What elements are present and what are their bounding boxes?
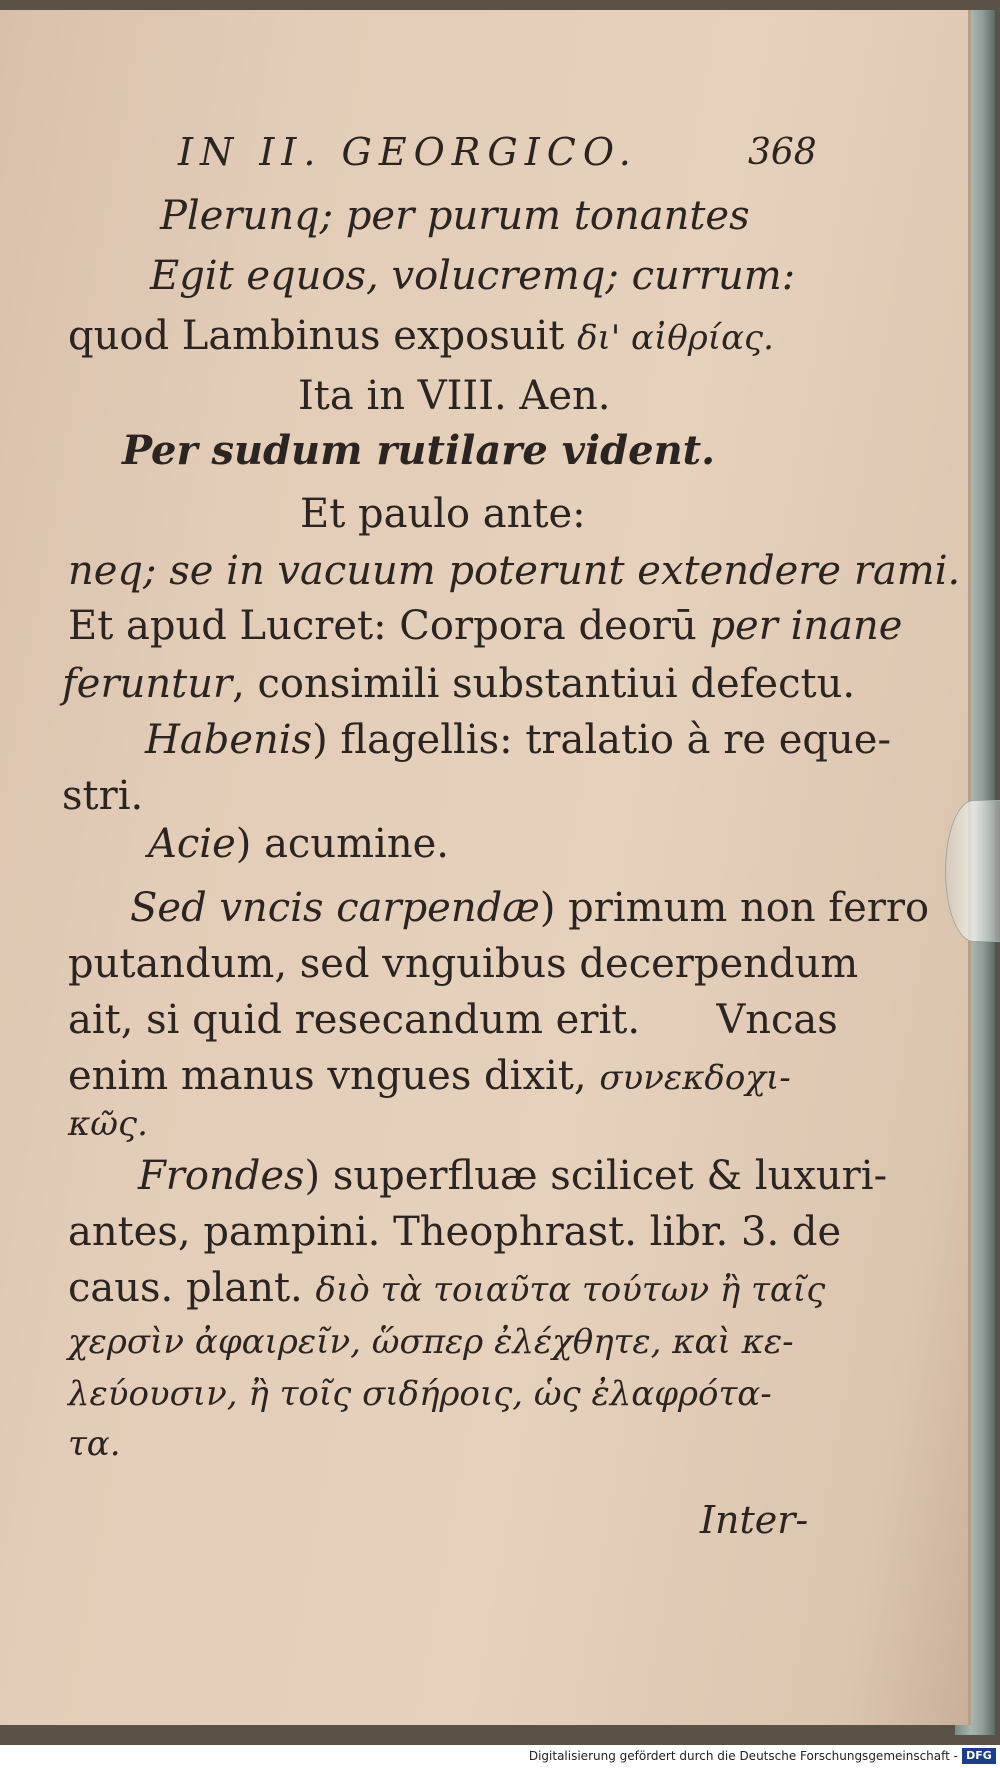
- text-line: Per sudum rutilare vident.: [122, 427, 716, 474]
- text-line: Frondes) superfluæ scilicet & luxuri-: [138, 1153, 888, 1199]
- text-line: putandum, sed vnguibus decerpendum: [68, 941, 859, 987]
- text-line: caus. plant. διὸ τὰ τοιαῦτα τούτων ἢ ταῖς: [68, 1265, 826, 1311]
- digitization-footer: [0, 1745, 1000, 1768]
- text-line: τα.: [68, 1424, 121, 1464]
- text-line: antes, pampini. Theophrast. libr. 3. de: [68, 1209, 842, 1255]
- text-line: Acie) acumine.: [148, 821, 449, 867]
- text-line: χερσὶν ἀφαιρεῖν, ὥσπερ ἐλέχθητε, καὶ κε-: [68, 1322, 794, 1362]
- text-line: quod Lambinus exposuit δι' αἰθρίας.: [68, 313, 774, 359]
- catchword: Inter-: [700, 1498, 809, 1542]
- text-line: Ita in VIII. Aen.: [298, 373, 611, 419]
- text-line: Egit equos, volucremq; currum:: [150, 253, 796, 299]
- text-line: Habenis) flagellis: tralatio à re eque-: [145, 717, 891, 763]
- text-line: κῶς.: [68, 1104, 148, 1144]
- page-clip: [945, 800, 1000, 942]
- text-line: Et apud Lucret: Corpora deorū per inane: [68, 603, 903, 649]
- text-line: enim manus vngues dixit, συνεκδοχι-: [68, 1053, 791, 1099]
- text-line: Sed vncis carpendæ) primum non ferro: [130, 885, 930, 931]
- text-line: feruntur, consimili substantiui defectu.: [62, 661, 856, 707]
- text-line: λεύουσιν, ἢ τοῖς σιδήροις, ὡς ἐλαφρότα-: [68, 1374, 772, 1414]
- text-line: stri.: [62, 773, 144, 819]
- text-line: ait, si quid resecandum erit. Vncas: [68, 997, 838, 1043]
- book-page: [0, 10, 971, 1725]
- page-number: 368: [748, 132, 817, 173]
- footer-credit: Digitalisierung gefördert durch die Deutsche Forschungsgemeinschaft -: [528, 1749, 958, 1763]
- text-line: Plerunq; per purum tonantes: [160, 193, 750, 239]
- dfg-logo: DFG: [962, 1748, 996, 1764]
- text-line: Et paulo ante:: [300, 491, 586, 537]
- text-line: neq; se in vacuum poterunt extendere rami.: [68, 548, 961, 594]
- running-head: IN II. GEORGICO.: [178, 130, 638, 174]
